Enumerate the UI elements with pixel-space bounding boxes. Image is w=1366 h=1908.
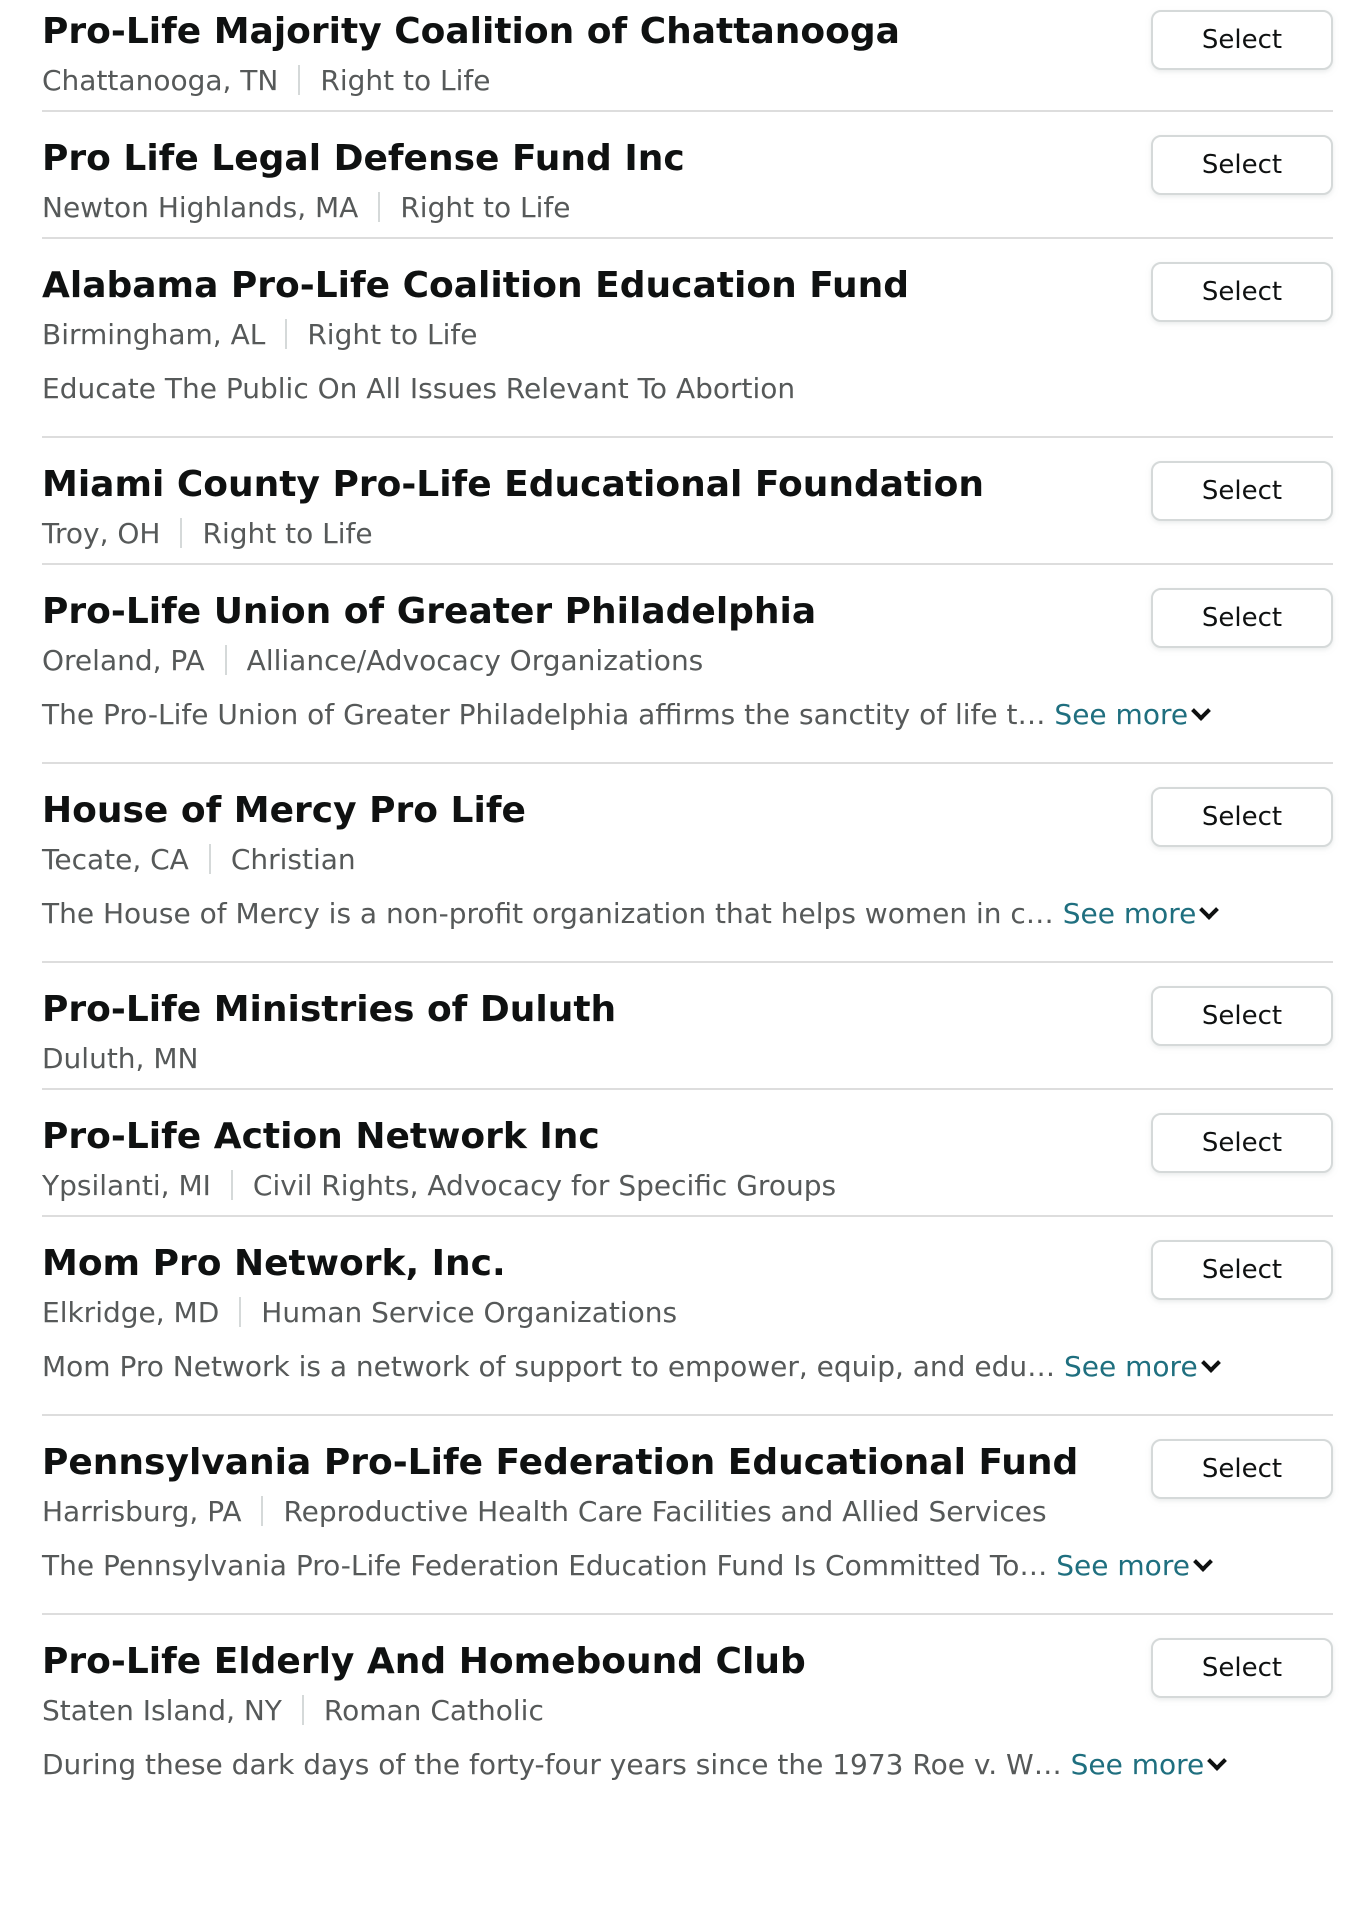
result-row	[42, 1416, 1333, 1615]
organization-meta	[42, 1495, 1333, 1529]
organization-category: Right to Life	[400, 191, 571, 224]
organization-name[interactable]: Pro-Life Union of Greater Philadelphia	[42, 591, 817, 632]
result-row	[42, 1217, 1333, 1416]
chevron-down-icon[interactable]	[1207, 1751, 1227, 1771]
organization-location: Elkridge, MD	[42, 1296, 220, 1329]
organization-name[interactable]: Miami County Pro-Life Educational Foundation	[42, 464, 984, 505]
organization-name[interactable]: Pro Life Legal Defense Fund Inc	[42, 138, 685, 179]
meta-divider	[378, 192, 380, 222]
organization-category: Right to Life	[307, 318, 478, 351]
description-text: Educate The Public On All Issues Relevant To Abortion	[42, 372, 796, 405]
organization-description	[42, 897, 1333, 931]
result-row	[42, 438, 1333, 565]
organization-category: Human Service Organizations	[261, 1296, 678, 1329]
organization-meta	[42, 1694, 1333, 1728]
result-row	[42, 764, 1333, 963]
meta-divider	[225, 645, 227, 675]
organization-meta	[42, 843, 1333, 877]
description-text: Mom Pro Network is a network of support to empower, equip, and edu…	[42, 1350, 1056, 1383]
organization-description	[42, 698, 1333, 732]
organization-category: Alliance/Advocacy Organizations	[246, 644, 704, 677]
see-more-link[interactable]: See more	[1064, 1350, 1198, 1383]
meta-divider	[298, 65, 300, 95]
chevron-down-icon[interactable]	[1199, 900, 1219, 920]
organization-category: Right to Life	[320, 64, 491, 97]
meta-divider	[239, 1297, 241, 1327]
select-button[interactable]: Select	[1151, 1638, 1333, 1698]
organization-category: Christian	[230, 843, 356, 876]
see-more-link[interactable]: See more	[1062, 897, 1197, 930]
charity-results-list	[42, 0, 1333, 1802]
result-row	[42, 963, 1333, 1090]
description-text: During these dark days of the forty-four years since the 1973 Roe v. W…	[42, 1748, 1062, 1781]
organization-description	[42, 1350, 1333, 1384]
organization-location: Tecate, CA	[42, 843, 189, 876]
meta-divider	[302, 1695, 304, 1725]
organization-name[interactable]: Pro-Life Majority Coalition of Chattanooga	[42, 11, 900, 52]
organization-location: Birmingham, AL	[42, 318, 266, 351]
organization-meta	[42, 64, 1333, 98]
see-more-link[interactable]: See more	[1070, 1748, 1205, 1781]
chevron-down-icon[interactable]	[1193, 1552, 1213, 1572]
organization-meta	[42, 191, 1333, 225]
organization-description	[42, 1748, 1333, 1782]
select-button[interactable]: Select	[1151, 588, 1333, 648]
organization-category: Reproductive Health Care Facilities and Allied Services	[283, 1495, 1047, 1528]
organization-location: Chattanooga, TN	[42, 64, 279, 97]
meta-divider	[285, 319, 287, 349]
organization-name[interactable]: Alabama Pro-Life Coalition Education Fund	[42, 265, 910, 306]
select-button[interactable]: Select	[1151, 10, 1333, 70]
result-row	[42, 565, 1333, 764]
see-more-link[interactable]: See more	[1054, 698, 1189, 731]
result-row	[42, 1090, 1333, 1217]
organization-location: Troy, OH	[42, 517, 161, 550]
organization-category: Right to Life	[202, 517, 373, 550]
result-row	[42, 0, 1333, 112]
organization-location: Staten Island, NY	[42, 1694, 282, 1727]
result-row	[42, 239, 1333, 438]
meta-divider	[209, 844, 211, 874]
result-row	[42, 1615, 1333, 1802]
select-button[interactable]: Select	[1151, 1240, 1333, 1300]
chevron-down-icon[interactable]	[1191, 701, 1211, 721]
meta-divider	[261, 1496, 263, 1526]
see-more-link[interactable]: See more	[1056, 1549, 1190, 1582]
organization-description	[42, 372, 1333, 406]
select-button[interactable]: Select	[1151, 262, 1333, 322]
description-text: The Pro-Life Union of Greater Philadelphia affirms the sanctity of life t…	[42, 698, 1046, 731]
organization-name[interactable]: House of Mercy Pro Life	[42, 790, 526, 831]
select-button[interactable]: Select	[1151, 135, 1333, 195]
description-text: The Pennsylvania Pro-Life Federation Education Fund Is Committed To…	[42, 1549, 1048, 1582]
organization-location: Newton Highlands, MA	[42, 191, 359, 224]
organization-name[interactable]: Mom Pro Network, Inc.	[42, 1243, 506, 1284]
select-button[interactable]: Select	[1151, 787, 1333, 847]
organization-name[interactable]: Pro-Life Ministries of Duluth	[42, 989, 617, 1030]
organization-meta	[42, 517, 1333, 551]
organization-category: Civil Rights, Advocacy for Specific Groups	[252, 1169, 837, 1202]
organization-location: Duluth, MN	[42, 1042, 199, 1075]
organization-description	[42, 1549, 1333, 1583]
organization-meta	[42, 644, 1333, 678]
result-row	[42, 112, 1333, 239]
description-text: The House of Mercy is a non-profit organization that helps women in c…	[42, 897, 1054, 930]
organization-location: Harrisburg, PA	[42, 1495, 242, 1528]
organization-category: Roman Catholic	[323, 1694, 544, 1727]
select-button[interactable]: Select	[1151, 461, 1333, 521]
select-button[interactable]: Select	[1151, 1439, 1333, 1499]
chevron-down-icon[interactable]	[1201, 1353, 1221, 1373]
organization-name[interactable]: Pro-Life Action Network Inc	[42, 1116, 600, 1157]
organization-meta	[42, 318, 1333, 352]
organization-meta	[42, 1296, 1333, 1330]
organization-name[interactable]: Pro-Life Elderly And Homebound Club	[42, 1641, 806, 1682]
organization-meta	[42, 1169, 1333, 1203]
organization-location: Oreland, PA	[42, 644, 205, 677]
select-button[interactable]: Select	[1151, 986, 1333, 1046]
meta-divider	[231, 1170, 233, 1200]
organization-name[interactable]: Pennsylvania Pro-Life Federation Educational Fund	[42, 1442, 1079, 1483]
organization-meta	[42, 1042, 1333, 1076]
organization-location: Ypsilanti, MI	[42, 1169, 211, 1202]
meta-divider	[180, 518, 182, 548]
select-button[interactable]: Select	[1151, 1113, 1333, 1173]
